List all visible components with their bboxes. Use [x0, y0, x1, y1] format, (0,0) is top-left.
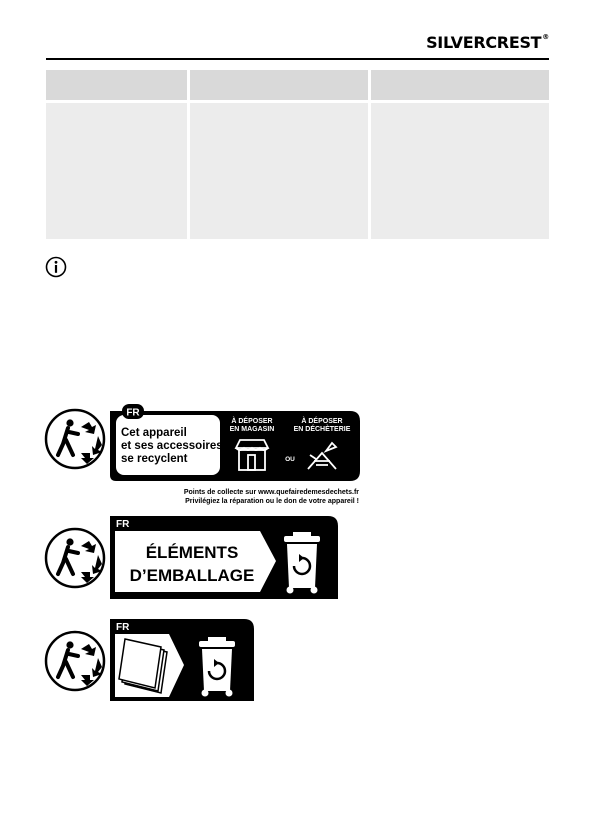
- country-code: FR: [126, 407, 140, 419]
- table-cell: [371, 103, 549, 239]
- dump-option-label: EN DÉCHÈTERIE: [293, 426, 351, 433]
- brand-logo: SILVERCREST®: [426, 33, 549, 52]
- packaging-label: ÉLÉMENTS: [145, 543, 239, 562]
- table-header-cell: [46, 70, 187, 100]
- triman-headline: se recyclent: [121, 453, 188, 465]
- triman-headline: Cet appareil: [121, 427, 187, 439]
- packaging-label: D’EMBALLAGE: [129, 566, 255, 585]
- or-label: OU: [285, 456, 295, 463]
- collection-points-text: Points de collecte sur www.quefairedemesdechets.fr: [183, 489, 359, 496]
- country-code: FR: [116, 622, 130, 633]
- triman-icon: [46, 529, 104, 587]
- triman-device-logo: [44, 403, 366, 509]
- country-code: FR: [116, 519, 130, 530]
- recycle-bin-icon: [199, 637, 235, 697]
- header-rule: [46, 58, 549, 60]
- repair-advice-text: Privilégiez la réparation ou le don de votre appareil !: [185, 498, 359, 505]
- table-cell: [46, 103, 187, 239]
- recycle-bin-icon: [284, 532, 320, 594]
- triman-icon: [46, 410, 104, 468]
- triman-icon: [46, 632, 104, 690]
- dump-option-label: À DÉPOSER: [301, 418, 343, 425]
- table-header-cell: [190, 70, 368, 100]
- triman-headline: et ses accessoires: [121, 440, 223, 452]
- triman-paper-logo: [44, 617, 259, 703]
- info-circle-icon: [45, 256, 67, 278]
- triman-packaging-logo: [44, 514, 342, 602]
- table-header-cell: [371, 70, 549, 100]
- store-option-label: EN MAGASIN: [229, 426, 275, 433]
- paper-sheets-icon: [119, 639, 167, 693]
- store-option-label: À DÉPOSER: [231, 418, 273, 425]
- table-cell: [190, 103, 368, 239]
